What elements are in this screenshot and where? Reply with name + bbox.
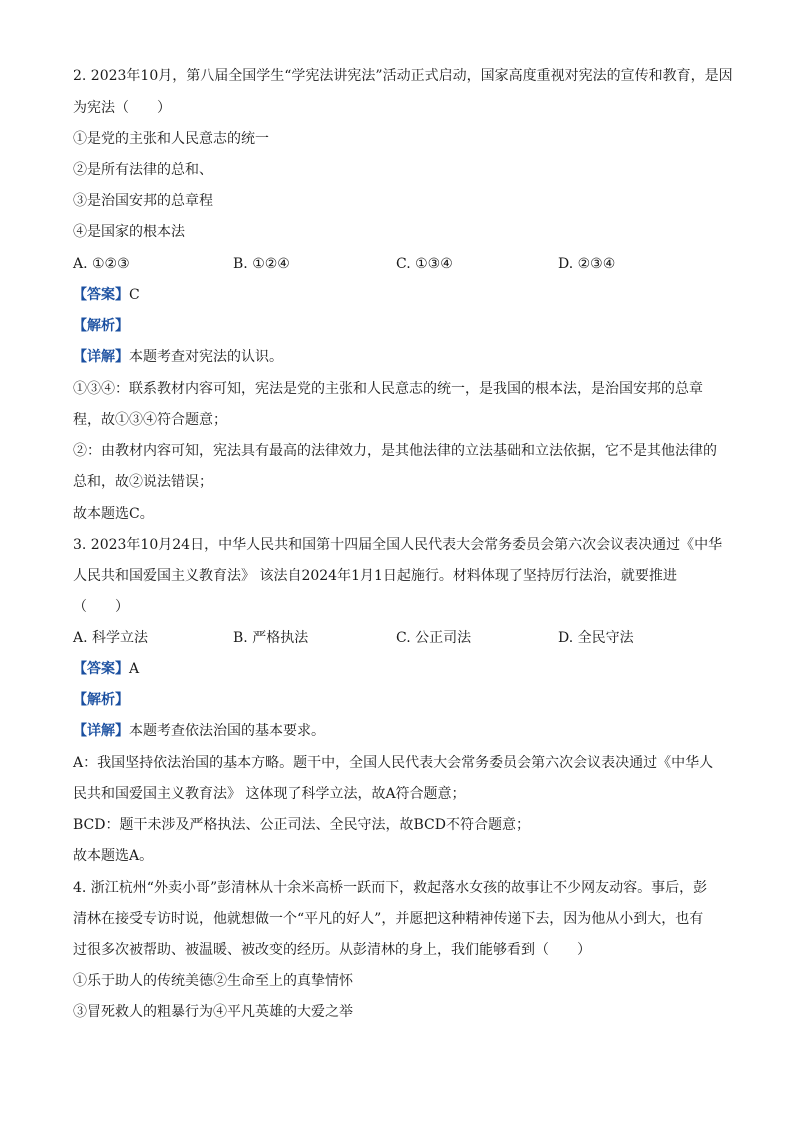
detail-tag: 【详解】 [73, 349, 129, 365]
answer-value: C [129, 287, 140, 303]
detail-text: 本题考查对宪法的认识。 [129, 349, 283, 365]
q4-items-line1: ①乐于助人的传统美德②生命至上的真挚情怀 [73, 973, 353, 989]
q3-exp1-line1: A：我国坚持依法治国的基本方略。题干中，全国人民代表大会常务委员会第六次会议表决通过《中华人 [73, 755, 714, 771]
q3-stem-line3: （ ） [73, 599, 129, 615]
q3-option-d: D. 全民守法 [558, 630, 634, 646]
detail-tag: 【详解】 [73, 723, 129, 739]
q2-item-4: ④是国家的根本法 [73, 224, 185, 240]
q3-detail [73, 721, 734, 741]
q2-stem-line2: 为宪法（ ） [73, 100, 171, 116]
answer-value: A [129, 661, 140, 677]
q2-option-c: C. ①③④ [396, 256, 453, 272]
analysis-tag: 【解析】 [73, 318, 129, 334]
q3-option-c: C. 公正司法 [396, 630, 472, 646]
q3-stem-line2: 人民共和国爱国主义教育法》 该法自2024年1月1日起施行。材料体现了坚持厉行法治，就要推进 [73, 568, 677, 584]
q4-stem-line2: 清林在接受专访时说，他就想做一个“平凡的好人”，并愿把这种精神传递下去，因为他从小到大，也有 [73, 911, 704, 927]
q3-answer [73, 659, 734, 679]
answer-tag: 【答案】 [73, 661, 129, 677]
q2-option-a: A. ①②③ [73, 256, 130, 272]
q2-answer [73, 285, 734, 305]
q3-option-a: A. 科学立法 [73, 630, 149, 646]
q3-exp2-line1: BCD：题干未涉及严格执法、公正司法、全民守法，故BCD不符合题意； [73, 817, 530, 833]
q2-option-b: B. ①②④ [233, 256, 290, 272]
analysis-tag: 【解析】 [73, 692, 129, 708]
q2-stem-line1: 2. 2023年10月，第八届全国学生“学宪法讲宪法”活动正式启动，国家高度重视对宪法的宣传和教育，是因 [73, 68, 733, 84]
q3-exp1-line2: 民共和国爱国主义教育法》 这体现了科学立法，故A符合题意； [73, 786, 466, 802]
q2-item-3: ③是治国安邦的总章程 [73, 193, 213, 209]
q2-item-2: ②是所有法律的总和、 [73, 162, 213, 178]
q2-exp2-line2: 总和，故②说法错误； [73, 474, 213, 490]
q3-stem-line1: 3. 2023年10月24日，中华人民共和国第十四届全国人民代表大会常务委员会第六次会议表决通过《中华 [73, 537, 723, 553]
q4-stem-line3: 过很多次被帮助、被温暖、被改变的经历。从彭清林的身上，我们能够看到（ ） [73, 942, 591, 958]
q4-items-line2: ③冒死救人的粗暴行为④平凡英雄的大爱之举 [73, 1004, 353, 1020]
q2-option-d: D. ②③④ [558, 256, 616, 272]
q3-analysis [73, 690, 734, 710]
q2-detail [73, 347, 734, 367]
q4-stem-line1: 4. 浙江杭州“外卖小哥”彭清林从十余米高桥一跃而下，救起落水女孩的故事让不少网友动容。事后，彭 [73, 880, 708, 896]
answer-tag: 【答案】 [73, 287, 129, 303]
q3-conclusion: 故本题选A。 [73, 848, 154, 864]
q2-conclusion: 故本题选C。 [73, 506, 154, 522]
q2-exp1-line2: 程，故①③④符合题意； [73, 412, 227, 428]
q2-item-1: ①是党的主张和人民意志的统一 [73, 131, 269, 147]
q2-exp1-line1: ①③④：联系教材内容可知，宪法是党的主张和人民意志的统一，是我国的根本法，是治国安邦的总章 [73, 381, 703, 397]
q2-exp2-line1: ②：由教材内容可知，宪法具有最高的法律效力，是其他法律的立法基础和立法依据，它不是其他法律的 [73, 443, 717, 459]
q2-analysis [73, 316, 734, 336]
q3-option-b: B. 严格执法 [233, 630, 309, 646]
detail-text: 本题考查依法治国的基本要求。 [129, 723, 325, 739]
